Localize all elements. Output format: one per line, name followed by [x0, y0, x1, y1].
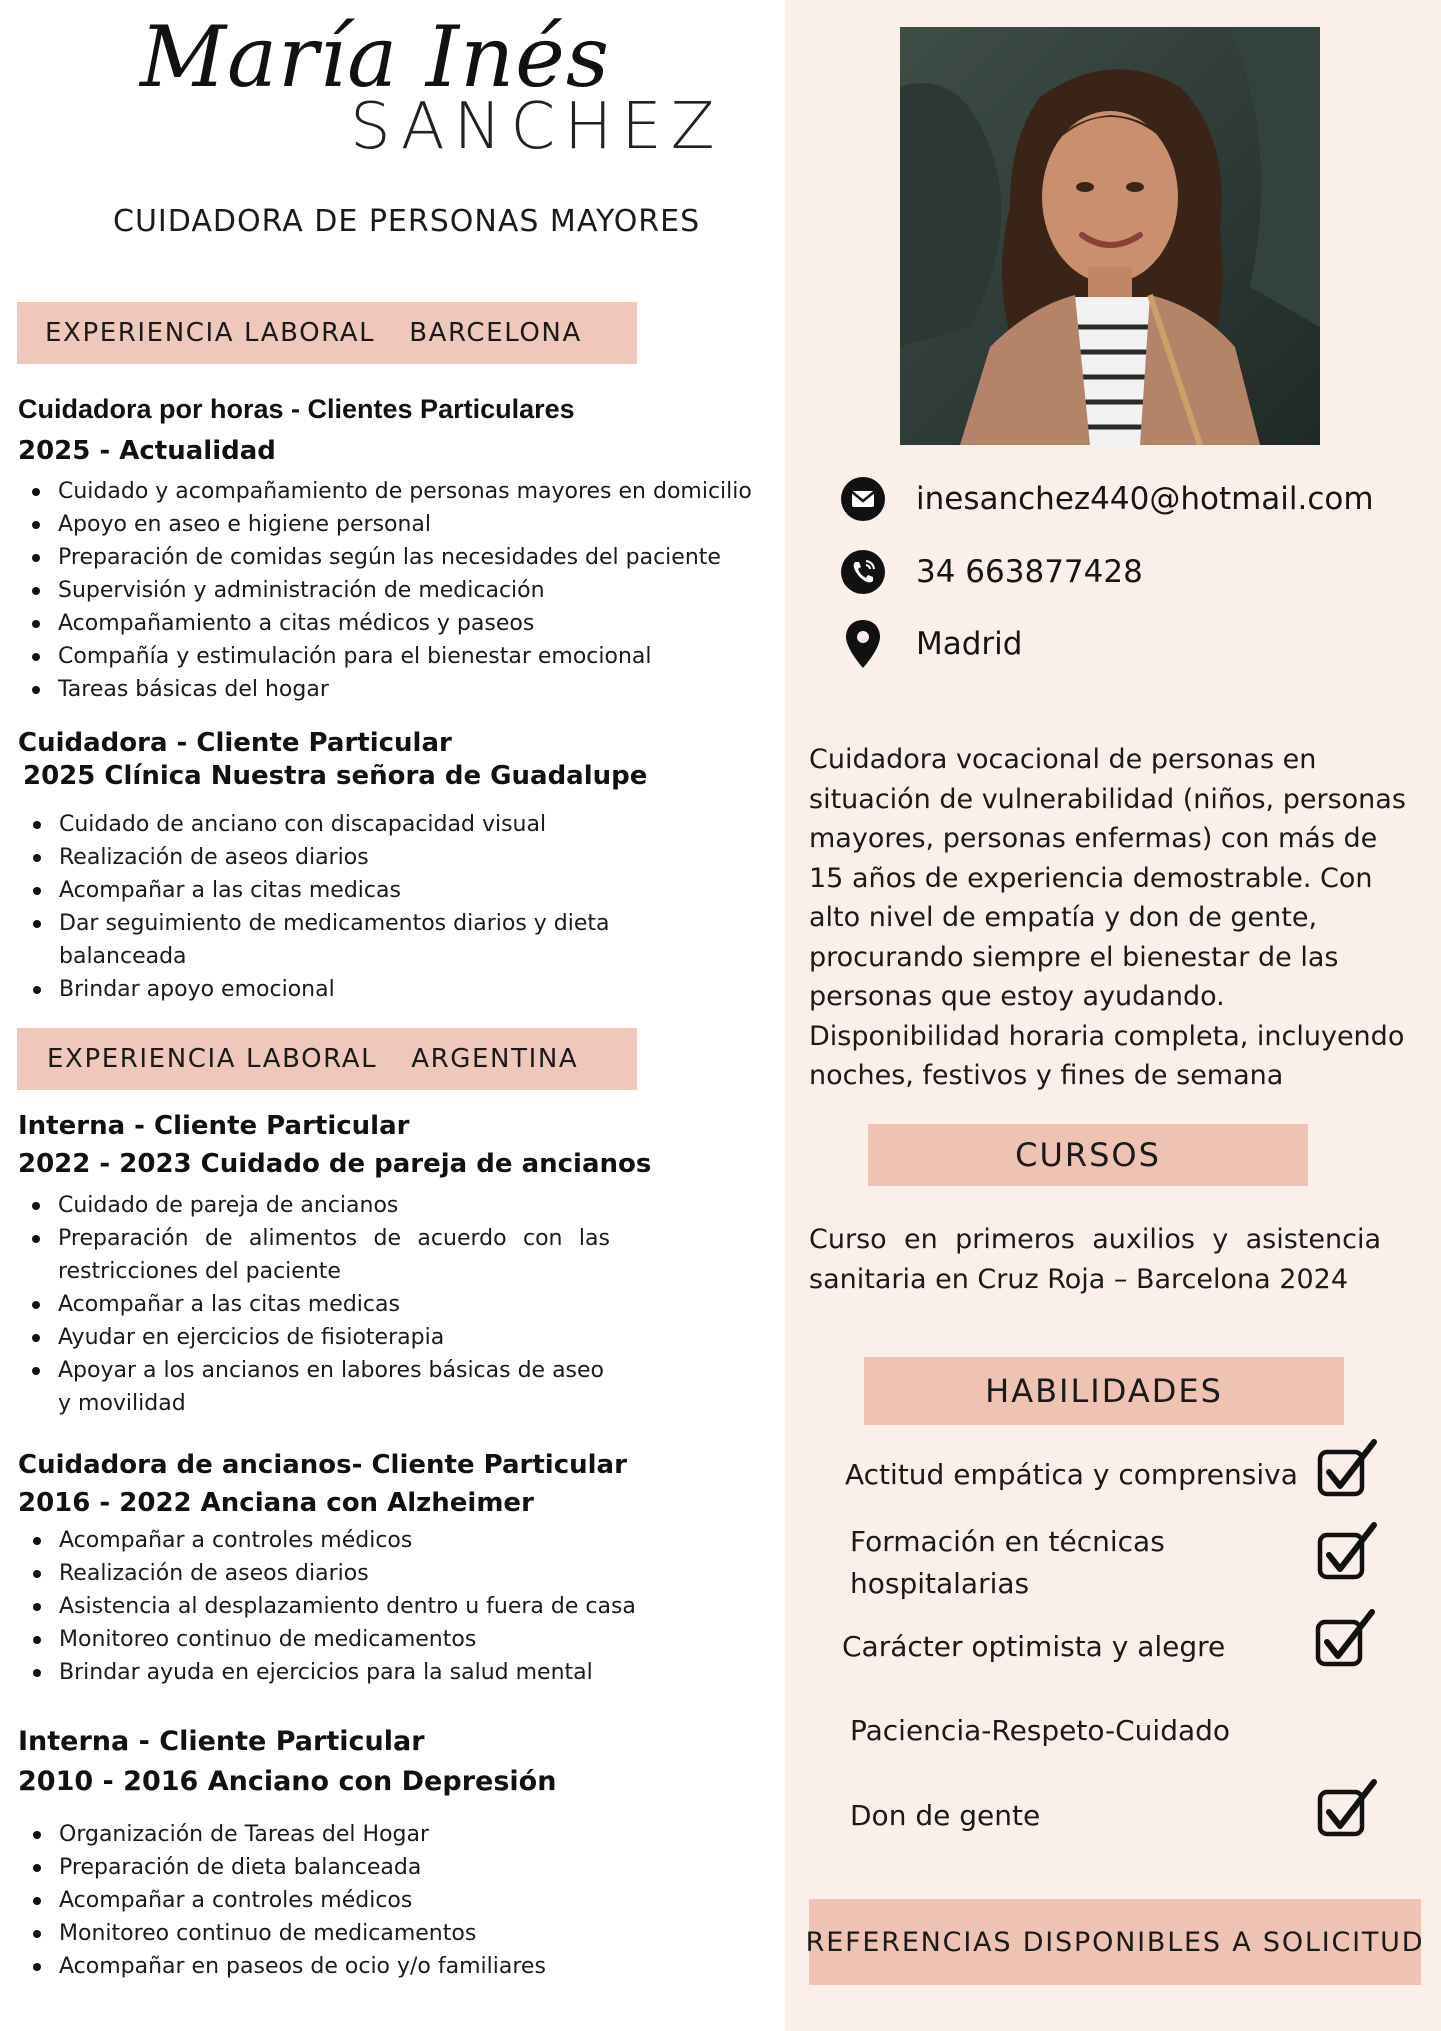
job-title: Cuidadora de ancianos- Cliente Particular	[18, 1450, 627, 1480]
list-item: Brindar apoyo emocional	[17, 973, 617, 1006]
job-duties-list	[16, 1189, 610, 1420]
job-dates: 2025 - Actualidad	[18, 436, 276, 466]
job-dates: 2010 - 2016 Anciano con Depresión	[18, 1766, 557, 1797]
job-dates: 2025 Clínica Nuestra señora de Guadalupe	[23, 761, 648, 791]
section-band-barcelona	[17, 302, 637, 364]
job-duties-list	[16, 475, 776, 706]
job-role: CUIDADORA DE PERSONAS MAYORES	[113, 204, 701, 239]
list-item: Monitoreo continuo de medicamentos	[17, 1623, 717, 1656]
checkbox-check-icon	[1314, 1606, 1378, 1670]
checkbox-check-icon	[1316, 1519, 1380, 1583]
list-item: Asistencia al desplazamiento dentro u fuera de casa	[17, 1590, 717, 1623]
contact-city	[840, 621, 1022, 667]
email-icon	[840, 476, 886, 522]
list-item: Monitoreo continuo de medicamentos	[17, 1917, 717, 1950]
job-duties-list	[17, 1524, 717, 1689]
job-title: Interna - Cliente Particular	[18, 1111, 410, 1141]
list-item: Acompañar a controles médicos	[17, 1524, 717, 1557]
list-item: Cuidado y acompañamiento de personas mayores en domicilio	[16, 475, 776, 508]
skill-item: Formación en técnicas hospitalarias	[850, 1525, 1165, 1600]
last-name: SANCHEZ	[350, 90, 724, 164]
first-name: María Inés	[140, 8, 610, 106]
job-dates: 2022 - 2023 Cuidado de pareja de ancianos	[18, 1149, 652, 1179]
list-item: Preparación de alimentos de acuerdo con las restricciones del paciente	[16, 1222, 610, 1288]
job-title: Interna - Cliente Particular	[18, 1726, 425, 1757]
skill-item: Paciencia-Respeto-Cuidado	[850, 1714, 1231, 1747]
list-item: Compañía y estimulación para el bienestar emocional	[16, 640, 776, 673]
list-item: Acompañamiento a citas médicos y paseos	[16, 607, 776, 640]
job-duties-list	[17, 1818, 717, 1983]
phone-icon	[840, 549, 886, 595]
band-location: BARCELONA	[409, 318, 582, 348]
list-item: Preparación de comidas según las necesidades del paciente	[16, 541, 776, 574]
phone-text[interactable]: 34 663877428	[916, 554, 1143, 590]
band-label: EXPERIENCIA LABORAL	[47, 1044, 378, 1074]
list-item: Tareas básicas del hogar	[16, 673, 776, 706]
checkbox-check-icon	[1316, 1436, 1380, 1500]
list-item: Realización de aseos diarios	[17, 841, 617, 874]
list-item: Acompañar a las citas medicas	[17, 874, 617, 907]
job-title: Cuidadora - Cliente Particular	[18, 728, 452, 758]
location-pin-icon	[840, 621, 886, 667]
skill-item: Carácter optimista y alegre	[842, 1630, 1226, 1663]
skill-item: Actitud empática y comprensiva	[845, 1458, 1298, 1491]
job-duties-list	[17, 808, 617, 1006]
city-text: Madrid	[916, 626, 1023, 662]
contact-email[interactable]	[840, 476, 1374, 522]
section-band-argentina	[17, 1028, 637, 1090]
list-item: Ayudar en ejercicios de fisioterapia	[16, 1321, 610, 1354]
checkbox-check-icon	[1316, 1776, 1380, 1840]
list-item: Acompañar a las citas medicas	[16, 1288, 610, 1321]
list-item: Apoyo en aseo e higiene personal	[16, 508, 776, 541]
band-location: ARGENTINA	[411, 1044, 579, 1074]
list-item: Dar seguimiento de medicamentos diarios y dieta balanceada	[17, 907, 617, 973]
references-banner: REFERENCIAS DISPONIBLES A SOLICITUD	[809, 1899, 1421, 1985]
courses-heading: CURSOS	[868, 1124, 1308, 1186]
email-text[interactable]: inesanchez440@hotmail.com	[916, 481, 1374, 517]
job-title: Cuidadora por horas - Clientes Particulares	[18, 394, 575, 424]
list-item: Acompañar en paseos de ocio y/o familiares	[17, 1950, 717, 1983]
contact-phone[interactable]	[840, 549, 1143, 595]
list-item: Cuidado de anciano con discapacidad visual	[17, 808, 617, 841]
list-item: Acompañar a controles médicos	[17, 1884, 717, 1917]
list-item: Supervisión y administración de medicación	[16, 574, 776, 607]
list-item: Apoyar a los ancianos en labores básicas de aseo y movilidad	[16, 1354, 610, 1420]
list-item: Organización de Tareas del Hogar	[17, 1818, 717, 1851]
profile-summary: Cuidadora vocacional de personas en situación de vulnerabilidad (niños, personas mayores, personas enfermas) con más de 15 años de experiencia demostrable. Con alto nivel de empatía y don de gente, procurando siempre el bienestar de las personas que estoy ayudando. Disponibilidad horaria completa, incluyendo noches, festivos y fines de semana	[809, 744, 1406, 1091]
band-label: EXPERIENCIA LABORAL	[45, 318, 376, 348]
course-text: Curso en primeros auxilios y asistencia sanitaria en Cruz Roja – Barcelona 2024	[809, 1224, 1381, 1295]
list-item: Brindar ayuda en ejercicios para la salud mental	[17, 1656, 717, 1689]
list-item: Preparación de dieta balanceada	[17, 1851, 717, 1884]
skill-item: Don de gente	[850, 1799, 1041, 1832]
job-dates: 2016 - 2022 Anciana con Alzheimer	[18, 1488, 534, 1518]
profile-photo	[900, 27, 1320, 445]
skills-heading: HABILIDADES	[864, 1357, 1344, 1425]
list-item: Realización de aseos diarios	[17, 1557, 717, 1590]
list-item: Cuidado de pareja de ancianos	[16, 1189, 610, 1222]
